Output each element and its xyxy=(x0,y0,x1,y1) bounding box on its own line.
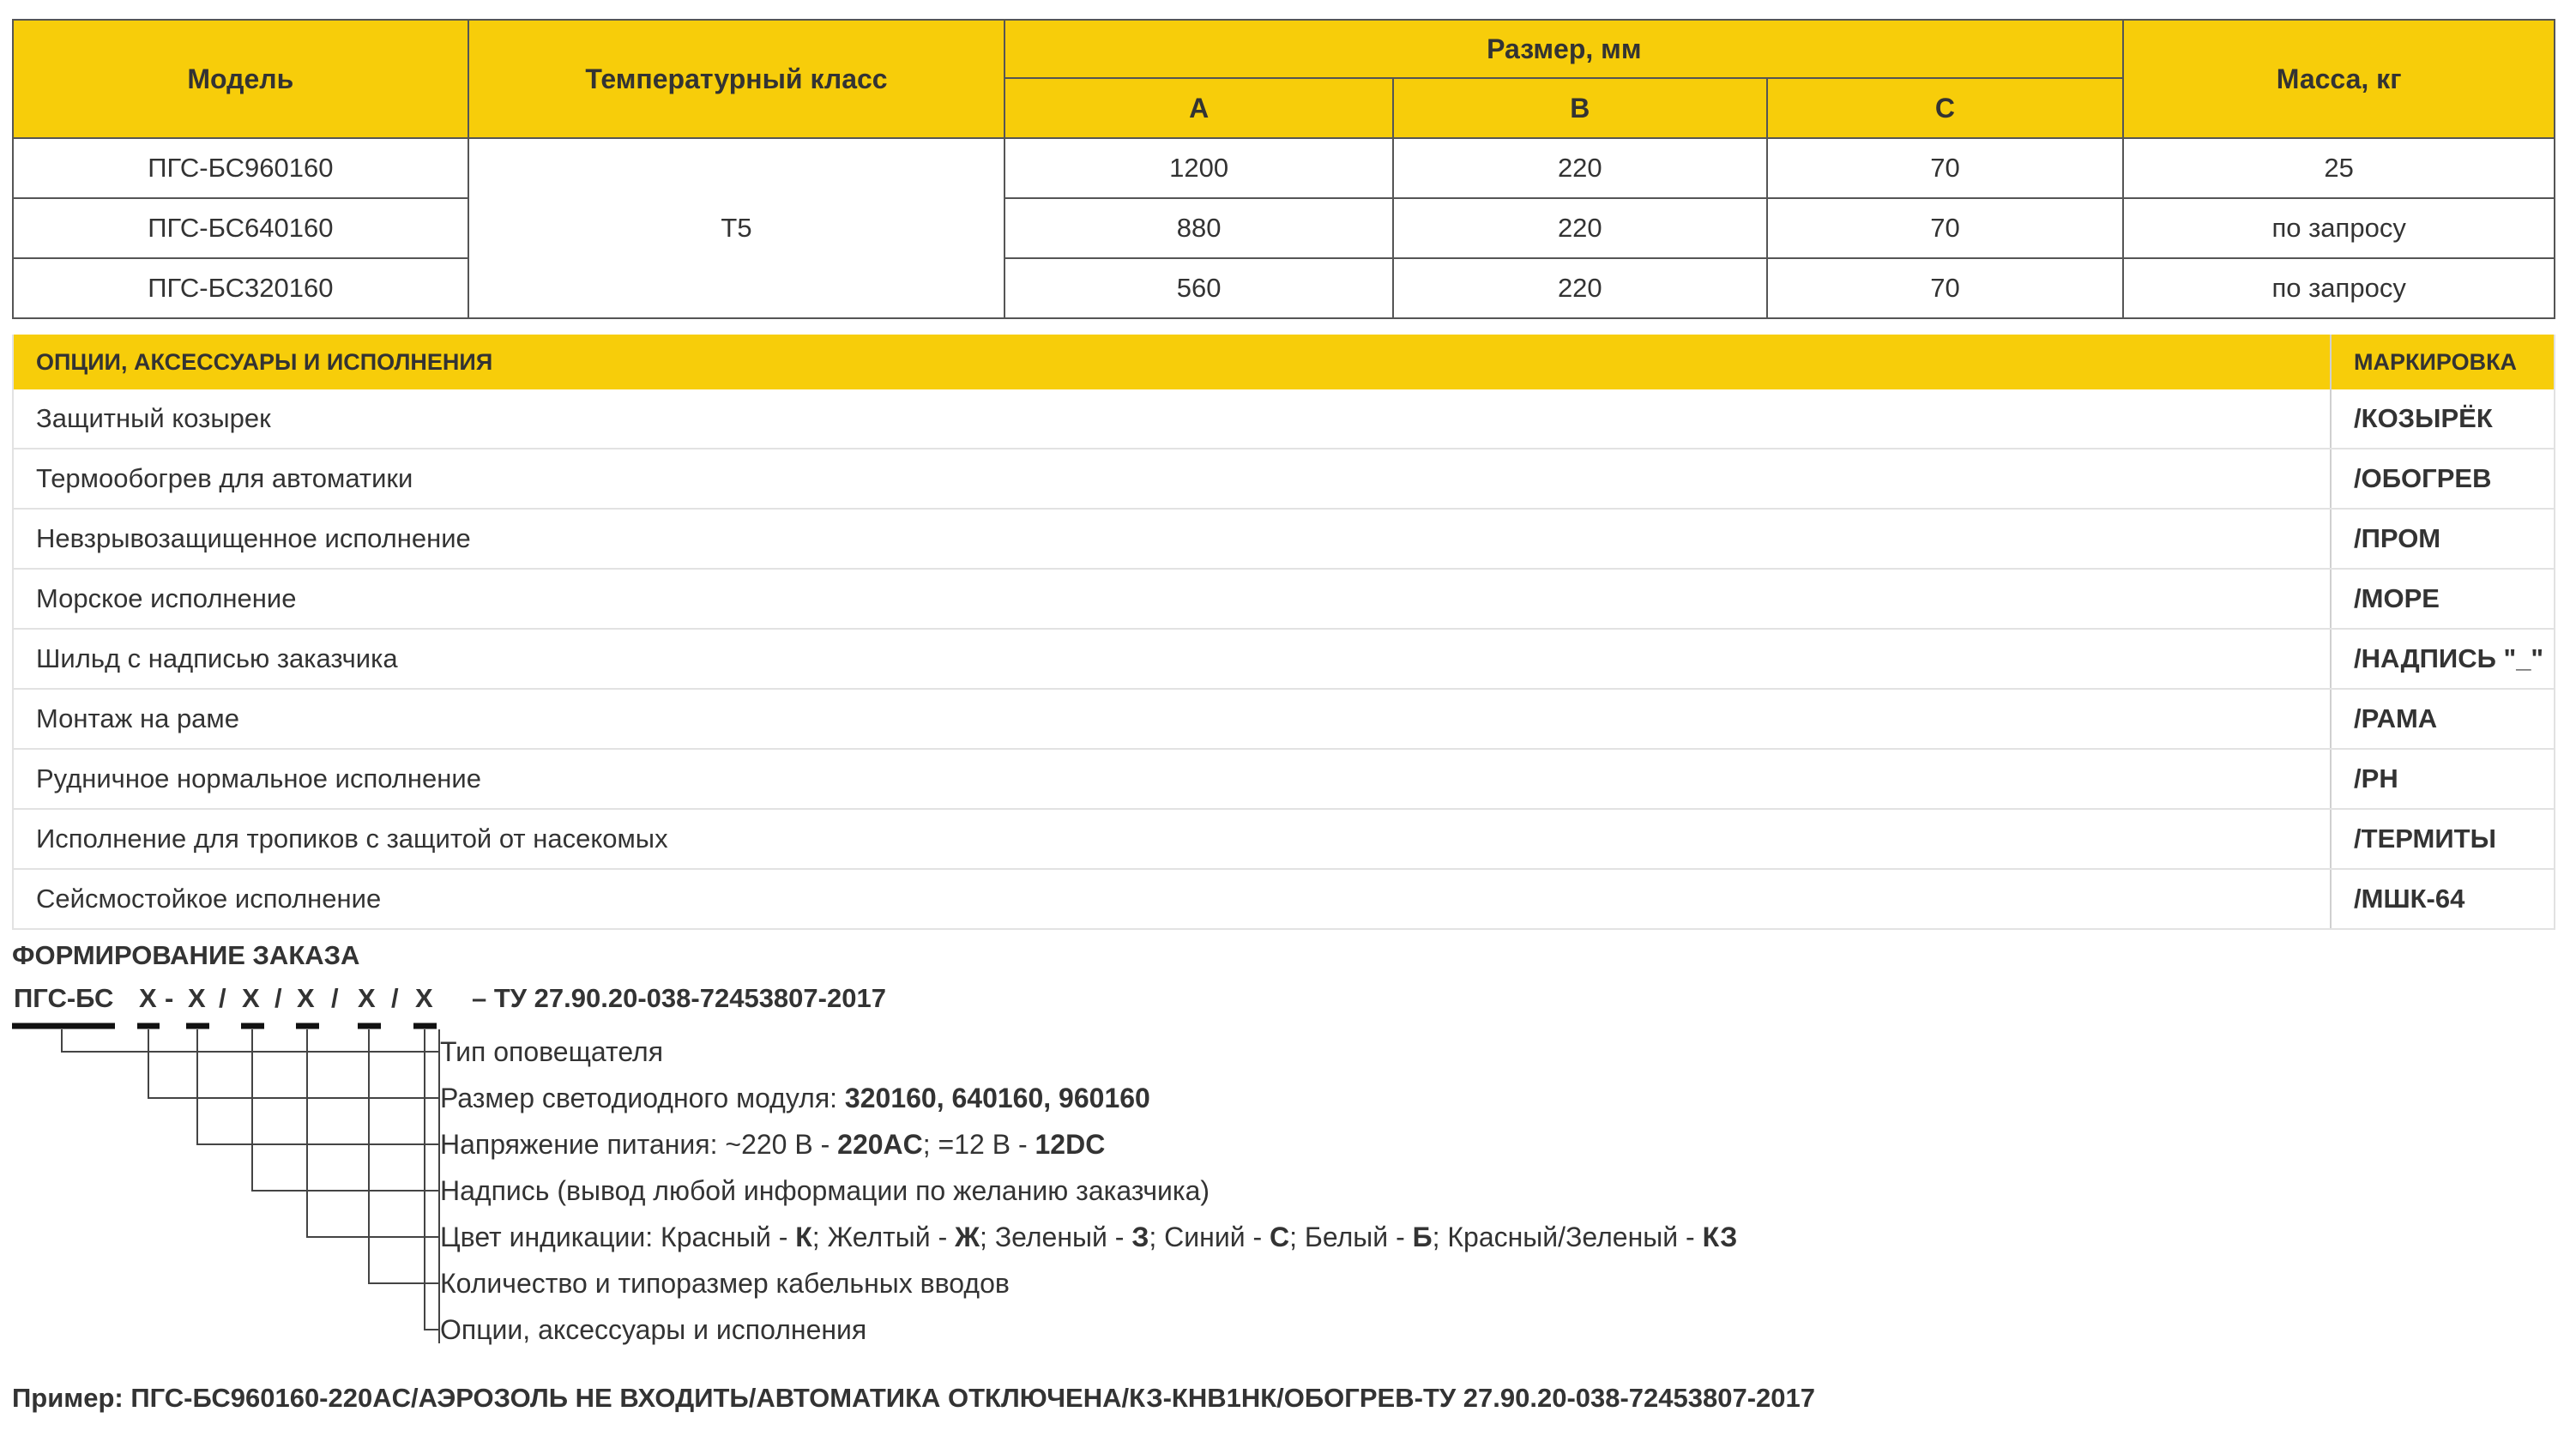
option-code: /РАМА xyxy=(2331,689,2555,749)
cell-a: 560 xyxy=(1004,258,1393,318)
option-label: Монтаж на раме xyxy=(13,689,2331,749)
header-b: B xyxy=(1393,78,1767,138)
connector xyxy=(62,1029,439,1052)
table-row xyxy=(13,509,2555,569)
cell-mass: 25 xyxy=(2123,138,2555,198)
header-a: A xyxy=(1004,78,1393,138)
cell-a: 1200 xyxy=(1004,138,1393,198)
connector xyxy=(252,1029,439,1191)
option-code: /РН xyxy=(2331,749,2555,809)
header-c: C xyxy=(1767,78,2124,138)
order-code-part: Х xyxy=(242,983,260,1013)
order-code-sep: - xyxy=(165,983,174,1013)
table-row xyxy=(13,869,2555,929)
option-label: Морское исполнение xyxy=(13,569,2331,629)
order-example: Пример: ПГС-БС960160-220AC/АЭРОЗОЛЬ НЕ ВХОДИТЬ/АВТОМАТИКА ОТКЛЮЧЕНА/КЗ-КНВ1НК/ОБОГРЕВ-ТУ 27.90.20-038-72453807-2017 xyxy=(12,1383,1816,1413)
cell-mass: по запросу xyxy=(2123,258,2555,318)
order-code-suffix: – ТУ 27.90.20-038-72453807-2017 xyxy=(472,983,886,1013)
table-row xyxy=(13,569,2555,629)
header-model: Модель xyxy=(13,20,468,138)
table-row xyxy=(13,809,2555,869)
cell-c: 70 xyxy=(1767,138,2124,198)
header-mass: Масса, кг xyxy=(2123,20,2555,138)
option-code: /ПРОМ xyxy=(2331,509,2555,569)
order-line-size: Размер светодиодного модуля: 320160, 640160, 960160 xyxy=(440,1083,1150,1113)
option-code: /ТЕРМИТЫ xyxy=(2331,809,2555,869)
table-row xyxy=(13,689,2555,749)
cell-b: 220 xyxy=(1393,138,1767,198)
order-code-part: Х xyxy=(139,983,157,1013)
option-label: Рудничное нормальное исполнение xyxy=(13,749,2331,809)
option-label: Невзрывозащищенное исполнение xyxy=(13,509,2331,569)
order-line-inscription: Надпись (вывод любой информации по желанию заказчика) xyxy=(440,1175,1210,1206)
table-row xyxy=(13,749,2555,809)
order-code-prefix: ПГС-БС xyxy=(14,983,114,1013)
spec-table xyxy=(12,19,2555,319)
order-line-cable-entries: Количество и типоразмер кабельных вводов xyxy=(440,1268,1010,1299)
table-row xyxy=(13,258,2555,318)
order-code-part: Х xyxy=(297,983,315,1013)
table-row xyxy=(13,629,2555,689)
option-code: /КОЗЫРЁК xyxy=(2331,389,2555,449)
table-row xyxy=(13,389,2555,449)
connector xyxy=(425,1029,439,1330)
option-label: Исполнение для тропиков с защитой от насекомых xyxy=(13,809,2331,869)
connector xyxy=(197,1029,439,1144)
order-code-part: Х xyxy=(358,983,376,1013)
cell-mass: по запросу xyxy=(2123,198,2555,258)
order-code-diagram xyxy=(0,1012,480,1355)
connector xyxy=(148,1029,439,1098)
option-code: /МШК-64 xyxy=(2331,869,2555,929)
header-temp-class: Температурный класс xyxy=(468,20,1005,138)
order-line-type: Тип оповещателя xyxy=(440,1036,664,1067)
order-line-voltage: Напряжение питания: ~220 В - 220AC; =12 В - 12DC xyxy=(440,1129,1106,1160)
option-label: Термообогрев для автоматики xyxy=(13,449,2331,509)
option-label: Сейсмостойкое исполнение xyxy=(13,869,2331,929)
option-code: /НАДПИСЬ "_" xyxy=(2331,629,2555,689)
cell-model: ПГС-БС320160 xyxy=(13,258,468,318)
option-code: /МОРЕ xyxy=(2331,569,2555,629)
cell-a: 880 xyxy=(1004,198,1393,258)
option-code: /ОБОГРЕВ xyxy=(2331,449,2555,509)
connector-lines xyxy=(62,1029,439,1343)
order-code-sep: / xyxy=(219,983,226,1013)
cell-c: 70 xyxy=(1767,258,2124,318)
order-code-part: Х xyxy=(415,983,433,1013)
order-code-sep: / xyxy=(391,983,399,1013)
cell-c: 70 xyxy=(1767,198,2124,258)
order-line-options: Опции, аксессуары и исполнения xyxy=(440,1314,867,1345)
options-table xyxy=(12,335,2555,930)
header-options: ОПЦИИ, АКСЕССУАРЫ И ИСПОЛНЕНИЯ xyxy=(13,335,2331,389)
option-label: Защитный козырек xyxy=(13,389,2331,449)
order-title: ФОРМИРОВАНИЕ ЗАКАЗА xyxy=(12,940,360,970)
cell-temp-class: Т5 xyxy=(468,138,1005,318)
connector xyxy=(307,1029,439,1237)
cell-model: ПГС-БС640160 xyxy=(13,198,468,258)
order-code-sep: / xyxy=(331,983,339,1013)
connector xyxy=(369,1029,439,1283)
option-label: Шильд с надписью заказчика xyxy=(13,629,2331,689)
table-row xyxy=(13,198,2555,258)
cell-b: 220 xyxy=(1393,198,1767,258)
table-row xyxy=(13,449,2555,509)
order-line-color: Цвет индикации: Красный - К; Желтый - Ж; Зеленый - З; Синий - С; Белый - Б; Красный/Зеленый - КЗ xyxy=(440,1222,1738,1252)
header-size-group: Размер, мм xyxy=(1004,20,2123,78)
table-row xyxy=(13,138,2555,198)
order-code-part: Х xyxy=(188,983,206,1013)
cell-b: 220 xyxy=(1393,258,1767,318)
order-code-sep: / xyxy=(274,983,282,1013)
cell-model: ПГС-БС960160 xyxy=(13,138,468,198)
header-marking: МАРКИРОВКА xyxy=(2331,335,2555,389)
